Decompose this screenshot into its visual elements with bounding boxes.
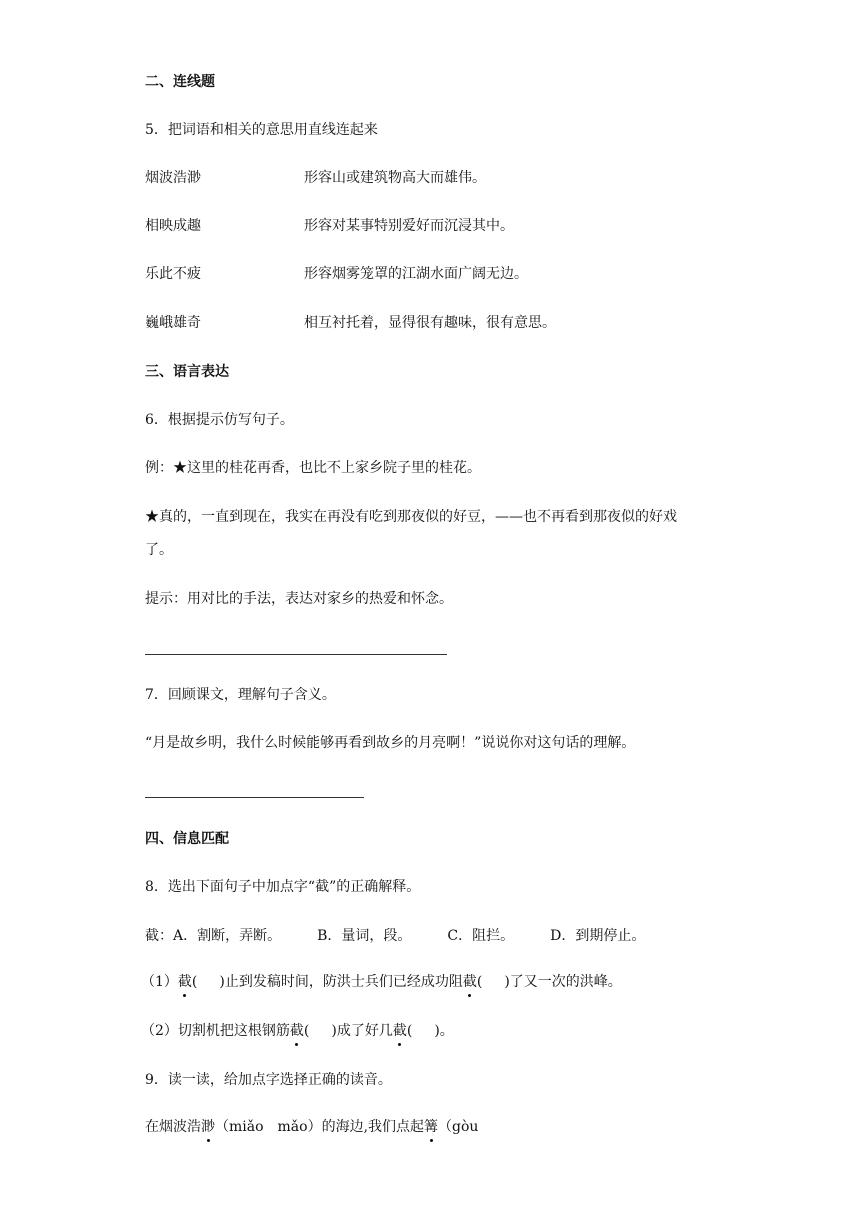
section-title: 三、语言表达 bbox=[145, 364, 229, 380]
option-d: D．到期停止。 bbox=[550, 928, 646, 944]
hint-text: 提示：用对比的手法，表达对家乡的热爱和怀念。 bbox=[145, 591, 453, 607]
option-c: C．阻拦。 bbox=[447, 928, 515, 944]
question-stem: 9．读一读，给加点字选择正确的读音。 bbox=[145, 1072, 392, 1088]
question-stem: 5．把词语和相关的意思用直线连起来 bbox=[145, 122, 378, 138]
question-stem: 6．根据提示仿写句子。 bbox=[145, 412, 294, 428]
match-left-item: 相映成趣 bbox=[145, 218, 201, 234]
match-left-item: 巍峨雄奇 bbox=[145, 315, 201, 331]
section-title: 四、信息匹配 bbox=[145, 831, 229, 847]
match-left-item: 烟波浩渺 bbox=[145, 170, 201, 186]
answer-line[interactable] bbox=[145, 797, 364, 798]
dotted-char: 截 bbox=[177, 974, 192, 990]
example-sentence: 例：★这里的桂花再香，也比不上家乡院子里的桂花。 bbox=[145, 460, 481, 476]
source-sentence-continued: 了。 bbox=[145, 542, 173, 558]
answer-line[interactable] bbox=[145, 654, 447, 655]
source-sentence: ★真的，一直到现在，我实在再没有吃到那夜似的好豆，——也不再看到那夜似的好戏 bbox=[145, 509, 677, 525]
match-right-item: 相互衬托着，显得很有趣味，很有意思。 bbox=[304, 315, 556, 331]
options-prefix: 截： bbox=[145, 928, 173, 944]
option-a: A．割断，弄断。 bbox=[173, 928, 282, 944]
sentence-1: （1）截( )止到发稿时间，防洪士兵们已经成功阻截( )了又一次的洪峰。 bbox=[141, 974, 622, 990]
sentence-2: （2）切割机把这根钢筋截( )成了好几截( )。 bbox=[141, 1023, 454, 1039]
options-row bbox=[145, 926, 645, 946]
dotted-char: 截 bbox=[462, 974, 477, 990]
reading-sentence: 在烟波浩渺（miǎo mǎo）的海边,我们点起篝（gòu bbox=[145, 1119, 479, 1135]
dotted-char: 截 bbox=[289, 1023, 304, 1039]
dotted-char: 篝 bbox=[424, 1119, 439, 1135]
match-right-item: 形容山或建筑物高大而雄伟。 bbox=[304, 170, 486, 186]
quote-sentence: “月是故乡明，我什么时候能够再看到故乡的月亮啊！”说说你对这句话的理解。 bbox=[145, 735, 636, 751]
match-right-item: 形容烟雾笼罩的江湖水面广阔无边。 bbox=[304, 266, 528, 282]
dotted-char: 渺 bbox=[201, 1119, 215, 1135]
question-stem: 8．选出下面句子中加点字“截”的正确解释。 bbox=[145, 879, 421, 895]
option-b: B．量词，段。 bbox=[317, 928, 412, 944]
section-title: 二、连线题 bbox=[145, 74, 215, 90]
match-left-item: 乐此不疲 bbox=[145, 266, 201, 282]
question-stem: 7．回顾课文，理解句子含义。 bbox=[145, 687, 336, 703]
dotted-char: 截 bbox=[392, 1023, 407, 1039]
match-right-item: 形容对某事特别爱好而沉浸其中。 bbox=[304, 218, 514, 234]
